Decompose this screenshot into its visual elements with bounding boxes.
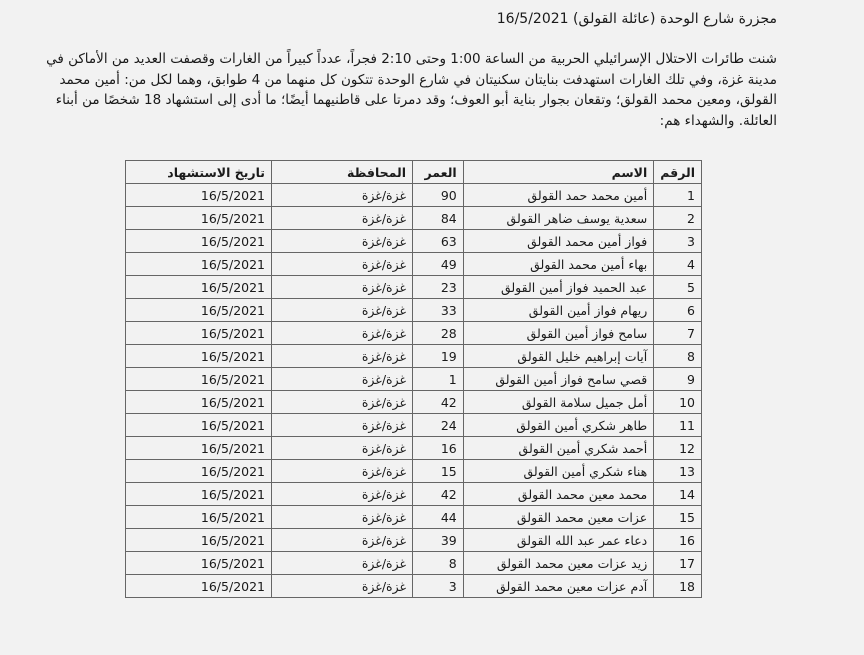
cell-number: 8 xyxy=(654,345,702,368)
cell-age: 33 xyxy=(413,299,464,322)
header-governorate: المحافظة xyxy=(272,161,413,184)
cell-age: 49 xyxy=(413,253,464,276)
table-row xyxy=(126,460,702,483)
cell-age: 42 xyxy=(413,391,464,414)
cell-number: 17 xyxy=(654,552,702,575)
cell-governorate: غزة/غزة xyxy=(272,368,413,391)
table-row xyxy=(126,299,702,322)
cell-number: 15 xyxy=(654,506,702,529)
cell-age: 16 xyxy=(413,437,464,460)
cell-date: 16/5/2021 xyxy=(126,414,272,437)
cell-age: 24 xyxy=(413,414,464,437)
cell-age: 28 xyxy=(413,322,464,345)
cell-number: 3 xyxy=(654,230,702,253)
header-date: تاريخ الاستشهاد xyxy=(126,161,272,184)
table-row xyxy=(126,184,702,207)
table-row xyxy=(126,575,702,598)
cell-number: 6 xyxy=(654,299,702,322)
cell-governorate: غزة/غزة xyxy=(272,184,413,207)
cell-date: 16/5/2021 xyxy=(126,460,272,483)
cell-number: 18 xyxy=(654,575,702,598)
cell-date: 16/5/2021 xyxy=(126,207,272,230)
cell-number: 2 xyxy=(654,207,702,230)
table-row xyxy=(126,345,702,368)
table-row xyxy=(126,483,702,506)
intro-paragraph: شنت طائرات الاحتلال الإسرائيلي الحربية من الساعة 1:00 وحتى 2:10 فجراً، عدداً كبيراً من الغارات وقصفت العديد من الأماكن في مدينة غزة، وفي تلك الغارات استهدفت بنايتان سكنيتان في شارع الوحدة تتكون كل منهما من 4 طوابق، وهما لكل من: أمين محمد القولق، ومعين محمد القولق؛ وتقعان بجوار بناية أبو العوف؛ وقد دمرتا على قاطنيهما أيضًا؛ ما أدى إلى استشهاد 18 شخصًا من أبناء العائلة. والشهداء هم: xyxy=(46,51,777,129)
table-row xyxy=(126,322,702,345)
cell-age: 3 xyxy=(413,575,464,598)
cell-date: 16/5/2021 xyxy=(126,345,272,368)
cell-number: 10 xyxy=(654,391,702,414)
table-row xyxy=(126,276,702,299)
cell-name: سعدية يوسف ضاهر القولق xyxy=(463,207,654,230)
cell-date: 16/5/2021 xyxy=(126,552,272,575)
cell-governorate: غزة/غزة xyxy=(272,529,413,552)
cell-name: زيد عزات معين محمد القولق xyxy=(463,552,654,575)
cell-date: 16/5/2021 xyxy=(126,230,272,253)
martyrs-table xyxy=(125,160,702,598)
cell-age: 90 xyxy=(413,184,464,207)
cell-date: 16/5/2021 xyxy=(126,322,272,345)
header-age: العمر xyxy=(413,161,464,184)
cell-date: 16/5/2021 xyxy=(126,368,272,391)
cell-date: 16/5/2021 xyxy=(126,253,272,276)
table-row xyxy=(126,207,702,230)
cell-number: 9 xyxy=(654,368,702,391)
table-body xyxy=(126,184,702,598)
cell-name: هناء شكري أمين القولق xyxy=(463,460,654,483)
cell-name: طاهر شكري أمين القولق xyxy=(463,414,654,437)
cell-governorate: غزة/غزة xyxy=(272,437,413,460)
cell-date: 16/5/2021 xyxy=(126,529,272,552)
cell-name: ريهام فواز أمين القولق xyxy=(463,299,654,322)
cell-number: 12 xyxy=(654,437,702,460)
cell-age: 42 xyxy=(413,483,464,506)
cell-date: 16/5/2021 xyxy=(126,299,272,322)
cell-age: 63 xyxy=(413,230,464,253)
document-title: مجزرة شارع الوحدة (عائلة القولق) 16/5/2021 xyxy=(496,11,777,27)
cell-number: 14 xyxy=(654,483,702,506)
cell-number: 1 xyxy=(654,184,702,207)
cell-governorate: غزة/غزة xyxy=(272,207,413,230)
header-name: الاسم xyxy=(463,161,654,184)
cell-date: 16/5/2021 xyxy=(126,483,272,506)
cell-governorate: غزة/غزة xyxy=(272,506,413,529)
cell-name: محمد معين محمد القولق xyxy=(463,483,654,506)
cell-date: 16/5/2021 xyxy=(126,391,272,414)
cell-governorate: غزة/غزة xyxy=(272,322,413,345)
table-row xyxy=(126,253,702,276)
cell-date: 16/5/2021 xyxy=(126,506,272,529)
cell-governorate: غزة/غزة xyxy=(272,391,413,414)
cell-governorate: غزة/غزة xyxy=(272,345,413,368)
cell-name: فواز أمين محمد القولق xyxy=(463,230,654,253)
cell-number: 13 xyxy=(654,460,702,483)
cell-number: 4 xyxy=(654,253,702,276)
table-row xyxy=(126,414,702,437)
cell-age: 1 xyxy=(413,368,464,391)
cell-name: سامح فواز أمين القولق xyxy=(463,322,654,345)
cell-governorate: غزة/غزة xyxy=(272,483,413,506)
cell-date: 16/5/2021 xyxy=(126,437,272,460)
cell-age: 8 xyxy=(413,552,464,575)
cell-date: 16/5/2021 xyxy=(126,184,272,207)
cell-name: أمين محمد حمد القولق xyxy=(463,184,654,207)
cell-age: 44 xyxy=(413,506,464,529)
cell-governorate: غزة/غزة xyxy=(272,414,413,437)
table-row xyxy=(126,529,702,552)
cell-governorate: غزة/غزة xyxy=(272,552,413,575)
header-number: الرقم xyxy=(654,161,702,184)
cell-name: أمل جميل سلامة القولق xyxy=(463,391,654,414)
cell-governorate: غزة/غزة xyxy=(272,276,413,299)
cell-governorate: غزة/غزة xyxy=(272,299,413,322)
cell-name: بهاء أمين محمد القولق xyxy=(463,253,654,276)
cell-age: 23 xyxy=(413,276,464,299)
cell-date: 16/5/2021 xyxy=(126,276,272,299)
cell-number: 11 xyxy=(654,414,702,437)
table-header-row xyxy=(126,161,702,184)
cell-age: 84 xyxy=(413,207,464,230)
cell-number: 7 xyxy=(654,322,702,345)
cell-governorate: غزة/غزة xyxy=(272,460,413,483)
cell-name: قصي سامح فواز أمين القولق xyxy=(463,368,654,391)
cell-name: آدم عزات معين محمد القولق xyxy=(463,575,654,598)
cell-name: آيات إبراهيم خليل القولق xyxy=(463,345,654,368)
table-row xyxy=(126,552,702,575)
cell-number: 16 xyxy=(654,529,702,552)
table-row xyxy=(126,368,702,391)
table-row xyxy=(126,506,702,529)
cell-name: أحمد شكري أمين القولق xyxy=(463,437,654,460)
cell-governorate: غزة/غزة xyxy=(272,253,413,276)
cell-name: دعاء عمر عبد الله القولق xyxy=(463,529,654,552)
cell-number: 5 xyxy=(654,276,702,299)
cell-age: 19 xyxy=(413,345,464,368)
table-row xyxy=(126,437,702,460)
cell-governorate: غزة/غزة xyxy=(272,230,413,253)
cell-age: 15 xyxy=(413,460,464,483)
table-row xyxy=(126,230,702,253)
cell-governorate: غزة/غزة xyxy=(272,575,413,598)
cell-name: عزات معين محمد القولق xyxy=(463,506,654,529)
cell-age: 39 xyxy=(413,529,464,552)
table-row xyxy=(126,391,702,414)
cell-name: عبد الحميد فواز أمين القولق xyxy=(463,276,654,299)
cell-date: 16/5/2021 xyxy=(126,575,272,598)
